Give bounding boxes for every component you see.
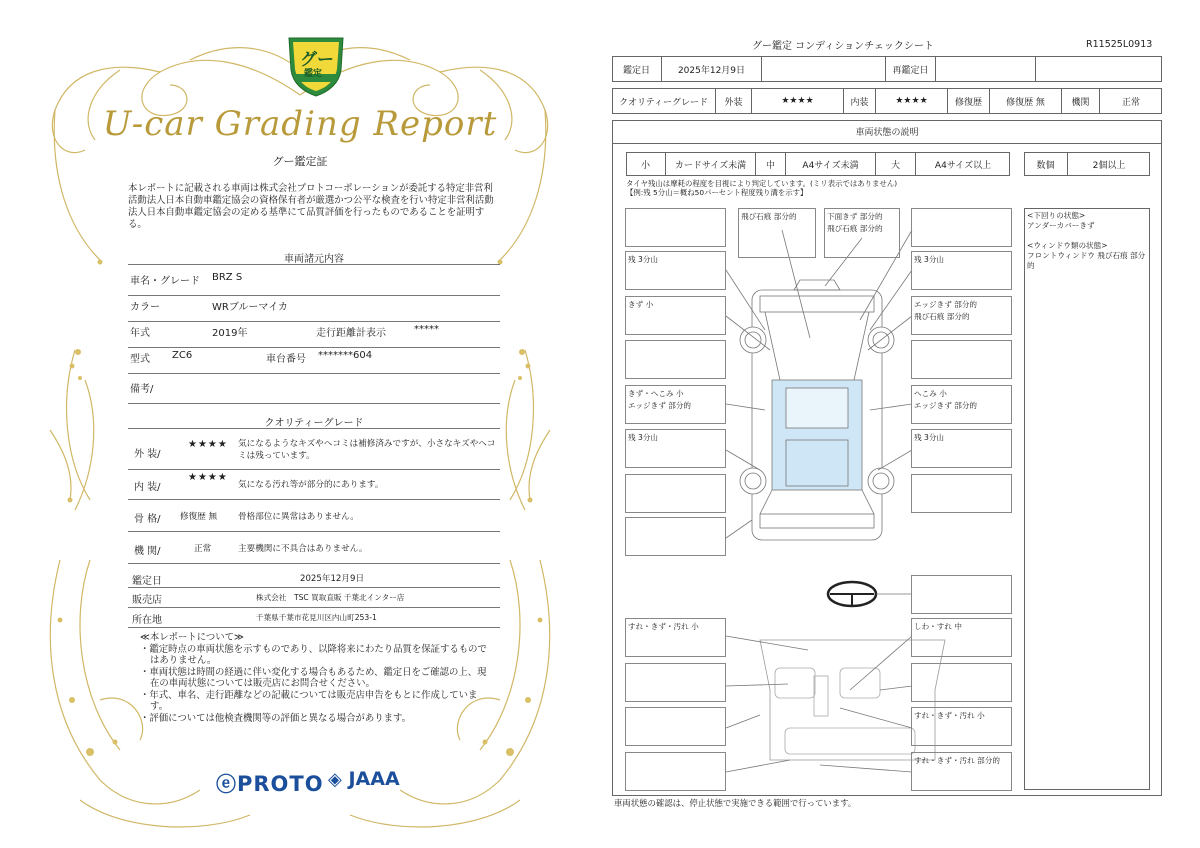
remarks-label: 備考/	[130, 384, 154, 395]
note-box-left-3	[625, 340, 726, 379]
engine-value: 正常	[1121, 97, 1140, 108]
note-box-steering	[911, 575, 1012, 614]
tire-note-line: タイヤ残山は摩耗の程度を目視により判定しています。(ミリ表示ではありません)	[626, 179, 898, 188]
chassis-value: *******604	[318, 350, 373, 361]
spec-row-remarks	[128, 378, 500, 404]
address-value: 千葉県千葉市花見川区内山町253-1	[256, 613, 377, 622]
interior-stars: ★★★★	[188, 472, 228, 483]
spec-row-model	[128, 350, 500, 374]
jaaa-logo: ◈ JAAA	[328, 768, 400, 790]
engine-label: 機 関/	[134, 546, 161, 557]
date-value: 2025年12月9日	[300, 574, 365, 584]
note-box-int-right-4: すれ・きず・汚れ 部分的	[911, 752, 1012, 791]
condition-check-sheet	[600, 0, 1200, 848]
spec-row-year	[128, 324, 500, 348]
certificate-subtitle: グー鑑定証	[272, 155, 328, 168]
note-box-int-right-2	[911, 663, 1012, 702]
size-large-desc: A4サイズ以上	[934, 160, 992, 171]
engine-comment: 主要機関に不具合はありません。	[238, 544, 368, 554]
name-value: BRZ S	[212, 272, 243, 283]
state-heading: 車両状態の説明	[612, 120, 1162, 144]
window-title: <ウィンドウ類の状態>	[1027, 241, 1108, 250]
repair-value: 修復歴 無	[990, 88, 1062, 114]
grade-row-frame	[128, 504, 500, 532]
count-label: 数個	[1024, 152, 1068, 176]
note-item: ・評価については他検査機関等の評価と異なる場合があります。	[140, 712, 411, 724]
ext-stars: ★★★★	[752, 88, 844, 114]
note-box-int-left-1: すれ・きず・汚れ 小	[625, 618, 726, 657]
note-item: ・車両状態は時間の経過に伴い変化する場合もあるため、鑑定日をご確認の上、現在の車両状態については販売店にお問合せください。	[140, 666, 487, 689]
proto-logo: ⓔPROTO	[216, 772, 324, 796]
model-label: 型式	[130, 354, 150, 365]
notes-title: ≪本レポートについて≫	[140, 632, 244, 643]
int-stars: ★★★★	[876, 88, 948, 114]
frame-value: 修復歴 無	[180, 512, 218, 522]
color-value: WRブルーマイカ	[212, 302, 288, 313]
mileage-label: 走行距離計表示	[316, 328, 386, 339]
note-box-right-tire-front: 残 3分山	[911, 251, 1012, 290]
sheet-footer: 車両状態の確認は、停止状態で実施できる範囲で行っています。	[614, 798, 857, 808]
size-mid: 中	[756, 152, 786, 176]
report-notes	[140, 632, 490, 724]
note-box-top-2: 下面きず 部分的 飛び石痕 部分的	[824, 208, 900, 258]
badge-bottom-text: 鑑定	[304, 69, 323, 79]
redate-label: 再鑑定日	[886, 56, 936, 82]
dealer-label: 販売店	[132, 595, 162, 606]
note-box-int-left-4	[625, 752, 726, 791]
report-number: R11525L0913	[1086, 39, 1153, 50]
note-box-int-left-3	[625, 707, 726, 746]
note-box-int-right-3: すれ・きず・汚れ 小	[911, 707, 1012, 746]
frame-comment: 骨格部位に異常はありません。	[238, 512, 359, 522]
certificate-intro-text: 本レポートに記載される車両は株式会社プロトコーポレーションが委託する特定非営利活動法人日本自動車鑑定協会の資格保有者が厳選かつ公平な検査を行い特定非営利活動法人日本自動車鑑定協会の定める基準にて品質評価を行ったものであることを証明する。	[128, 183, 494, 230]
size-small: 小	[626, 152, 666, 176]
count-desc: 2個以上	[1092, 160, 1126, 171]
chassis-label: 車台番号	[266, 354, 306, 365]
grade-label: クオリティーグレード	[612, 88, 716, 114]
badge-top-text: グー	[300, 50, 334, 70]
note-box-left-1	[625, 208, 726, 247]
info-row-dealer	[128, 588, 500, 608]
divider	[128, 428, 500, 429]
divider	[128, 264, 500, 265]
note-box-left-5	[625, 474, 726, 513]
note-box-left-6	[625, 517, 726, 556]
note-box-right-3	[911, 340, 1012, 379]
color-label: カラー	[130, 302, 160, 313]
note-item: ・年式、車名、走行距離などの記載については販売店申告をもとに作成しています。	[140, 689, 478, 712]
proto-mark-icon: ⓔ	[216, 772, 237, 796]
interior-label: 内 装/	[134, 482, 161, 493]
note-box-right-5	[911, 474, 1012, 513]
note-box-left-2: きず 小	[625, 296, 726, 335]
ext-label: 外装	[716, 88, 752, 114]
underbody-text: アンダーカバーきず	[1027, 221, 1095, 230]
date-label: 鑑定日	[132, 576, 162, 587]
jaaa-mark-icon: ◈	[328, 769, 342, 790]
grade-row-exterior	[128, 436, 500, 470]
engine-label: 機関	[1062, 88, 1100, 114]
quality-heading: クオリティーグレード	[264, 418, 364, 429]
grade-row-engine	[128, 536, 500, 564]
note-box-right-4: へこみ 小 エッジきず 部分的	[911, 385, 1012, 424]
note-box-top-1: 飛び石痕 部分的	[738, 208, 816, 258]
note-box-left-tire-front: 残 3分山	[625, 251, 726, 290]
specs-heading: 車両諸元内容	[284, 254, 344, 265]
spec-row-name	[128, 272, 500, 296]
additional-notes-panel	[1024, 208, 1150, 790]
note-box-right-2: エッジきず 部分的 飛び石痕 部分的	[911, 296, 1012, 335]
tire-note-line: 【例:残 5分山＝概ね50パーセント程度残り溝を示す】	[626, 188, 808, 197]
engine-value: 正常	[194, 544, 212, 554]
grade-row-interior	[128, 472, 500, 500]
window-text: フロントウィンドウ 飛び石痕 部分的	[1027, 251, 1146, 270]
note-box-right-1	[911, 208, 1012, 247]
mileage-value: *****	[414, 324, 439, 335]
report-title: U-car Grading Report	[102, 104, 498, 144]
note-box-int-right-1: しわ・すれ 中	[911, 618, 1012, 657]
name-label: 車名・グレード	[130, 276, 200, 287]
dealer-value: 株式会社 TSC 買取直販 千葉北インター店	[256, 593, 405, 602]
address-label: 所在地	[132, 615, 162, 626]
date-label: 鑑定日	[612, 56, 662, 82]
sheet-title: グー鑑定 コンディションチェックシート	[752, 41, 934, 52]
exterior-comment: 気になるようなキズやヘコミは補修済みですが、小さなキズやヘコミは残っています。	[238, 439, 496, 461]
year-value: 2019年	[212, 328, 248, 339]
note-box-right-tire-rear: 残 3分山	[911, 429, 1012, 468]
info-row-address	[128, 608, 500, 628]
note-box-left-4: きず・へこみ 小 エッジきず 部分的	[625, 385, 726, 424]
note-box-left-tire-rear: 残 3分山	[625, 429, 726, 468]
repair-label: 修復歴	[948, 88, 990, 114]
frame-label: 骨 格/	[134, 514, 161, 525]
exterior-stars: ★★★★	[188, 439, 228, 450]
size-mid-desc: A4サイズ未満	[786, 152, 876, 176]
size-small-desc: カードサイズ未満	[666, 152, 756, 176]
note-item: ・鑑定時点の車両状態を示すものであり、以降将来にわたり品質を保証するものではありません。	[140, 643, 487, 666]
spec-row-color	[128, 298, 500, 322]
year-label: 年式	[130, 328, 150, 339]
exterior-label: 外 装/	[134, 449, 161, 460]
model-value: ZC6	[172, 350, 193, 361]
interior-comment: 気になる汚れ等が部分的にあります。	[238, 480, 384, 490]
underbody-title: <下回りの状態>	[1027, 211, 1086, 220]
info-row-date	[128, 568, 500, 588]
note-box-int-left-2	[625, 663, 726, 702]
int-label: 内装	[844, 88, 876, 114]
date-value: 2025年12月9日	[662, 56, 762, 82]
size-large: 大	[876, 152, 916, 176]
